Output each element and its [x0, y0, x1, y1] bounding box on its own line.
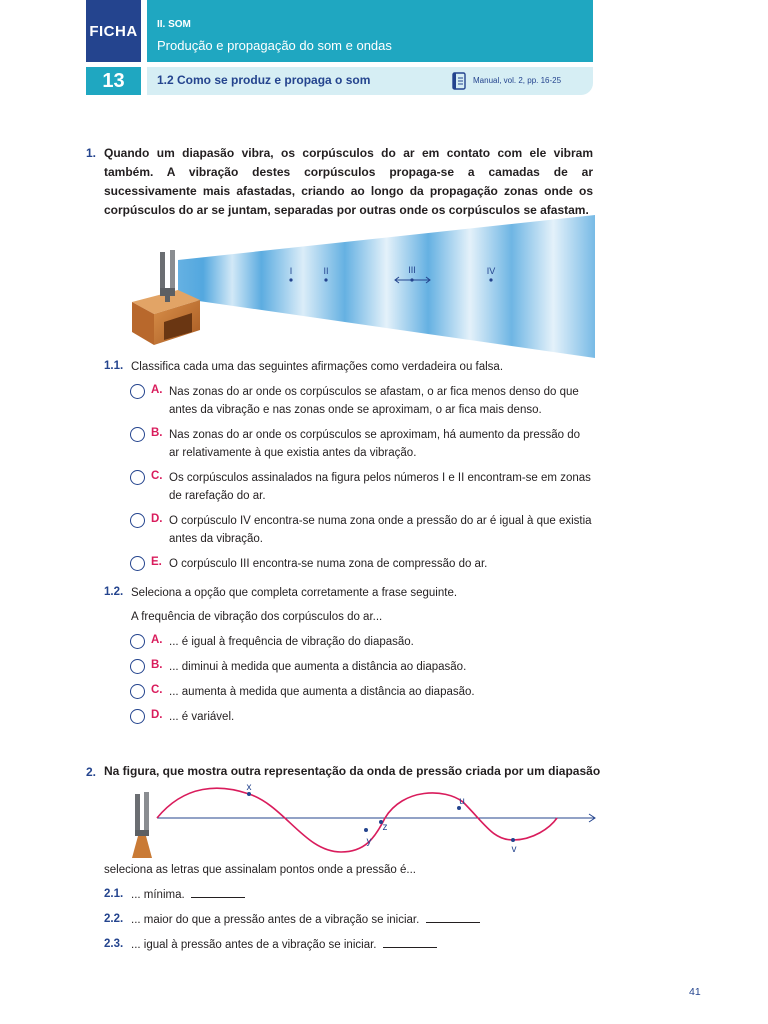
option-letter: B. [151, 659, 163, 671]
subquestion-1-2-stem: A frequência de vibração dos corpúsculos do ar... [131, 611, 383, 623]
wave-label-x: x [246, 782, 252, 793]
answer-circle[interactable] [130, 659, 145, 674]
answer-blank[interactable] [426, 921, 480, 923]
item-2-2-text: ... maior do que a pressão antes de a vibração se iniciar. [131, 914, 420, 926]
item-2-1 [131, 887, 245, 904]
ficha-label: FICHA [86, 0, 141, 62]
answer-circle[interactable] [130, 556, 145, 571]
page-number: 41 [689, 986, 701, 998]
wave-label-u: u [459, 796, 465, 807]
answer-circle[interactable] [130, 427, 145, 442]
option-text: ... é variável. [169, 711, 235, 723]
subquestion-1-2-number: 1.2. [104, 586, 124, 598]
option-letter: C. [151, 470, 163, 482]
subquestion-1-1-text: Classifica cada uma das seguintes afirmações como verdadeira ou falsa. [131, 361, 504, 373]
answer-blank[interactable] [191, 896, 245, 898]
particle-marker [324, 278, 327, 281]
particle-marker [289, 278, 292, 281]
option-text: Nas zonas do ar onde os corpúsculos se afastam, o ar fica menos denso do que antes da vibração e nas zonas onde se aproximam, o ar fica mais denso. [169, 386, 579, 416]
item-2-2-number: 2.2. [104, 913, 124, 925]
item-2-2 [131, 912, 480, 929]
option-text: Nas zonas do ar onde os corpúsculos se aproximam, há aumento da pressão do ar relativamente à que existia antes da vibração. [169, 429, 581, 459]
subquestion-1-1-number: 1.1. [104, 360, 124, 372]
unit-label: II. SOM [157, 19, 191, 30]
answer-blank[interactable] [383, 946, 437, 948]
item-2-1-number: 2.1. [104, 888, 124, 900]
question-2-text: Na figura, que mostra outra representação da onda de pressão criada por um diapasão [104, 764, 601, 778]
header-banner [147, 0, 593, 62]
option-letter: E. [151, 556, 162, 568]
figure-label-III: III [408, 265, 416, 275]
question-1-number: 1. [86, 146, 97, 160]
answer-circle[interactable] [130, 684, 145, 699]
wave-label-y: y [366, 836, 372, 847]
section-title: 1.2 Como se produz e propaga o som [157, 73, 371, 87]
option-text: O corpúsculo IV encontra-se numa zona onde a pressão do ar é igual à que existia antes da vibração. [169, 515, 592, 545]
tuning-fork [132, 792, 152, 858]
question-2-continuation: seleciona as letras que assinalam pontos onde a pressão é... [104, 864, 416, 876]
answer-circle[interactable] [130, 384, 145, 399]
sheet-title: Produção e propagação do som e ondas [157, 38, 392, 53]
figure-pressure-wave [125, 780, 600, 865]
option-letter: C. [151, 684, 163, 696]
option-letter: D. [151, 513, 163, 525]
subheader-banner [147, 67, 593, 95]
particle-marker [489, 278, 492, 281]
question-2-number: 2. [86, 765, 97, 779]
air-wave-cone [178, 215, 595, 358]
option-text: Os corpúsculos assinalados na figura pelos números I e II encontram-se em zonas de rarefação do ar. [169, 472, 591, 502]
figure-label-I: I [289, 266, 293, 276]
question-1-text: Quando um diapasão vibra, os corpúsculos do ar em contato com ele vibram também. A vibração destes corpúsculos propaga-se a camadas de ar sucessivamente mais afastadas, criando ao longo da propagação zonas onde os corpúsculos do ar se juntam, separadas por outras onde os corpúsculos se afastam. [104, 146, 593, 217]
item-2-3 [131, 937, 437, 954]
tuning-fork [160, 250, 175, 302]
wave-axis-arrow [157, 814, 595, 822]
subquestion-1-2-text: Seleciona a opção que completa corretamente a frase seguinte. [131, 587, 458, 599]
option-letter: A. [151, 384, 163, 396]
option-text: ... diminui à medida que aumenta a distância ao diapasão. [169, 661, 467, 673]
item-2-1-text: ... mínima. [131, 889, 185, 901]
answer-circle[interactable] [130, 709, 145, 724]
figure-label-II: II [323, 266, 329, 276]
book-icon [452, 72, 466, 90]
option-letter: B. [151, 427, 163, 439]
answer-circle[interactable] [130, 634, 145, 649]
wave-label-z: z [382, 822, 388, 833]
figure-sound-propagation [120, 210, 600, 360]
item-2-3-text: ... igual à pressão antes de a vibração se iniciar. [131, 939, 377, 951]
item-2-3-number: 2.3. [104, 938, 124, 950]
manual-reference: Manual, vol. 2, pp. 16-25 [473, 76, 562, 85]
option-letter: D. [151, 709, 163, 721]
point-marker [511, 838, 515, 842]
option-letter: A. [151, 634, 163, 646]
option-text: ... é igual à frequência de vibração do diapasão. [169, 636, 414, 648]
wave-label-v: v [511, 844, 517, 855]
figure-label-IV: IV [486, 266, 496, 276]
answer-circle[interactable] [130, 513, 145, 528]
point-marker [364, 828, 368, 832]
option-text: ... aumenta à medida que aumenta a distância ao diapasão. [169, 686, 475, 698]
pressure-wave-curve [157, 788, 557, 852]
sheet-number: 13 [86, 67, 141, 95]
answer-circle[interactable] [130, 470, 145, 485]
option-text: O corpúsculo III encontra-se numa zona de compressão do ar. [169, 558, 488, 570]
